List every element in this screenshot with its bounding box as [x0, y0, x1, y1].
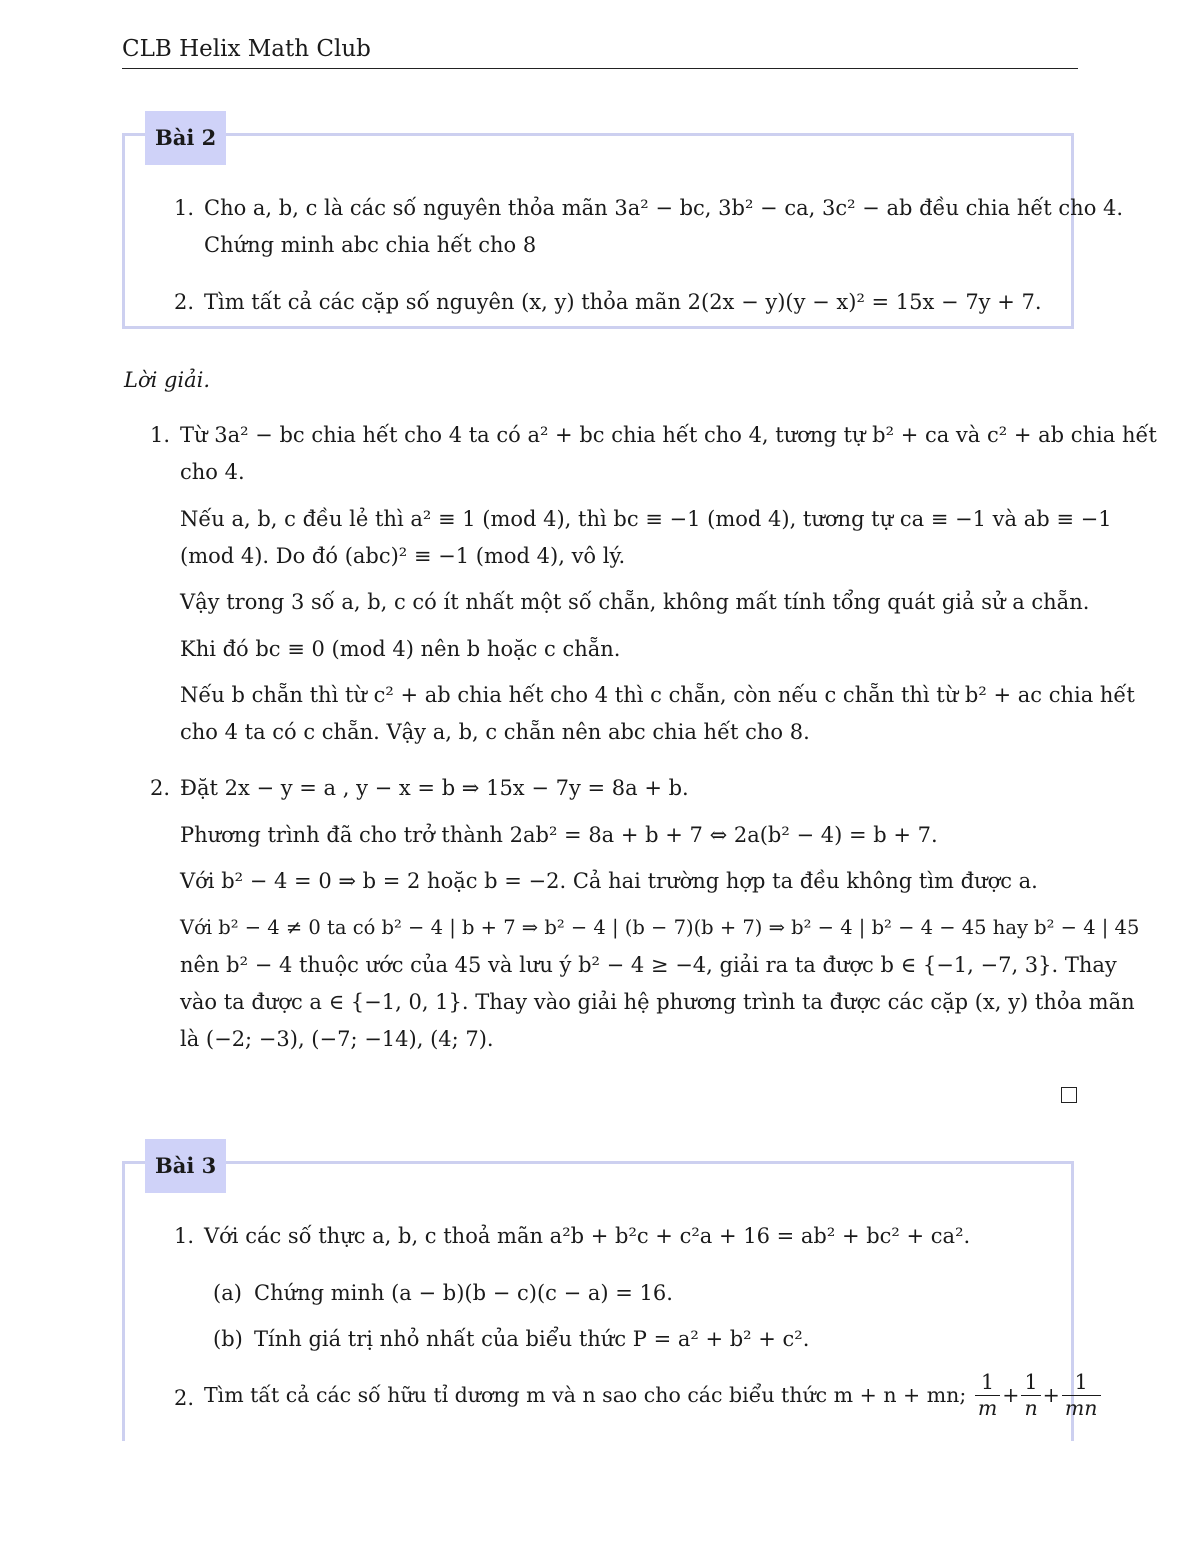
fraction-1-over-n: $\frac{1}{n}$: [1021, 1370, 1040, 1420]
problem-2-item-1-line-1: Cho a, b, c là các số nguyên thỏa mãn 3a² − bc, 3b² − ca, 3c² − ab đều chia hết cho 4.: [204, 196, 1124, 220]
solution-part-1-line: Nếu a, b, c đều lẻ thì a² ≡ 1 (mod 4), thì bc ≡ −1 (mod 4), tương tự ca ≡ −1 và ab ≡ −1: [180, 507, 1112, 531]
problem-3-item-2-text: Tìm tất cả các số hữu tỉ dương m và n sao cho các biểu thức m + n + mn; $\frac{1}{m}$ + $\frac{1}{n}$ + $\frac{1}{mn}$: [204, 1370, 1103, 1420]
problem-3-item-2-number: 2.: [174, 1386, 195, 1410]
problem-3-item-1-text: Với các số thực a, b, c thoả mãn a²b + b²c + c²a + 16 = ab² + bc² + ca².: [204, 1224, 971, 1248]
problem-3-sub-a-label: (a): [213, 1281, 242, 1305]
problem-3-item-2-lead: Tìm tất cả các số hữu tỉ dương m và n sao cho các biểu thức m + n + mn;: [204, 1383, 967, 1408]
solution-part-1-line: Nếu b chẵn thì từ c² + ab chia hết cho 4 thì c chẵn, còn nếu c chẵn thì từ b² + ac chia hết: [180, 683, 1135, 707]
solution-part-1-line: (mod 4). Do đó (abc)² ≡ −1 (mod 4), vô lý.: [180, 544, 626, 568]
problem-3-sub-a-text: Chứng minh (a − b)(b − c)(c − a) = 16.: [254, 1281, 673, 1305]
page-header: CLB Helix Math Club: [122, 36, 1078, 69]
problem-3-tag: Bài 3: [145, 1139, 226, 1193]
solution-part-1-line: Vậy trong 3 số a, b, c có ít nhất một số chẵn, không mất tính tổng quát giả sử a chẵn.: [180, 590, 1090, 614]
solution-part-2-line: Đặt 2x − y = a , y − x = b ⇒ 15x − 7y = 8a + b.: [180, 776, 689, 800]
problem-3-sub-b-text: Tính giá trị nhỏ nhất của biểu thức P = a² + b² + c².: [254, 1327, 810, 1351]
problem-2-item-2-line-1: Tìm tất cả các cặp số nguyên (x, y) thỏa mãn 2(2x − y)(y − x)² = 15x − 7y + 7.: [204, 290, 1042, 314]
solution-part-1-line: cho 4.: [180, 460, 245, 484]
solution-part-1-line: Khi đó bc ≡ 0 (mod 4) nên b hoặc c chẵn.: [180, 637, 621, 661]
problem-3-item-1-number: 1.: [174, 1224, 195, 1248]
fraction-1-over-mn: $\frac{1}{mn}$: [1062, 1370, 1101, 1420]
problem-3-sub-b-label: (b): [213, 1327, 243, 1351]
fraction-1-over-m: $\frac{1}{m}$: [975, 1370, 1000, 1420]
qed-square: [1061, 1087, 1077, 1103]
problem-2-item-1-line-2: Chứng minh abc chia hết cho 8: [204, 233, 537, 257]
solution-part-2-line: nên b² − 4 thuộc ước của 45 và lưu ý b² − 4 ≥ −4, giải ra ta được b ∈ {−1, −7, 3}. Thay: [180, 953, 1117, 977]
solution-part-2-line: Phương trình đã cho trở thành 2ab² = 8a + b + 7 ⇔ 2a(b² − 4) = b + 7.: [180, 823, 938, 847]
solution-label: Lời giải.: [124, 368, 211, 392]
solution-part-2-line: vào ta được a ∈ {−1, 0, 1}. Thay vào giải hệ phương trình ta được các cặp (x, y) thỏa mãn: [180, 990, 1135, 1014]
solution-part-1-number: 1.: [150, 423, 171, 447]
solution-part-2-line: Với b² − 4 = 0 ⇒ b = 2 hoặc b = −2. Cả hai trường hợp ta đều không tìm được a.: [180, 869, 1038, 893]
solution-part-1-line: cho 4 ta có c chẵn. Vậy a, b, c chẵn nên abc chia hết cho 8.: [180, 720, 810, 744]
problem-2-tag: Bài 2: [145, 111, 226, 165]
problem-2-item-2-number: 2.: [174, 290, 195, 314]
solution-part-2-line: là (−2; −3), (−7; −14), (4; 7).: [180, 1027, 494, 1051]
solution-part-2-line: Với b² − 4 ≠ 0 ta có b² − 4 | b + 7 ⇒ b² − 4 | (b − 7)(b + 7) ⇒ b² − 4 | b² − 4 − 45 hay b² − 4 | 45: [180, 916, 1140, 939]
problem-2-item-1-number: 1.: [174, 196, 195, 220]
solution-part-2-number: 2.: [150, 776, 171, 800]
solution-part-1-line: Từ 3a² − bc chia hết cho 4 ta có a² + bc chia hết cho 4, tương tự b² + ca và c² + ab chia hết: [180, 423, 1157, 447]
